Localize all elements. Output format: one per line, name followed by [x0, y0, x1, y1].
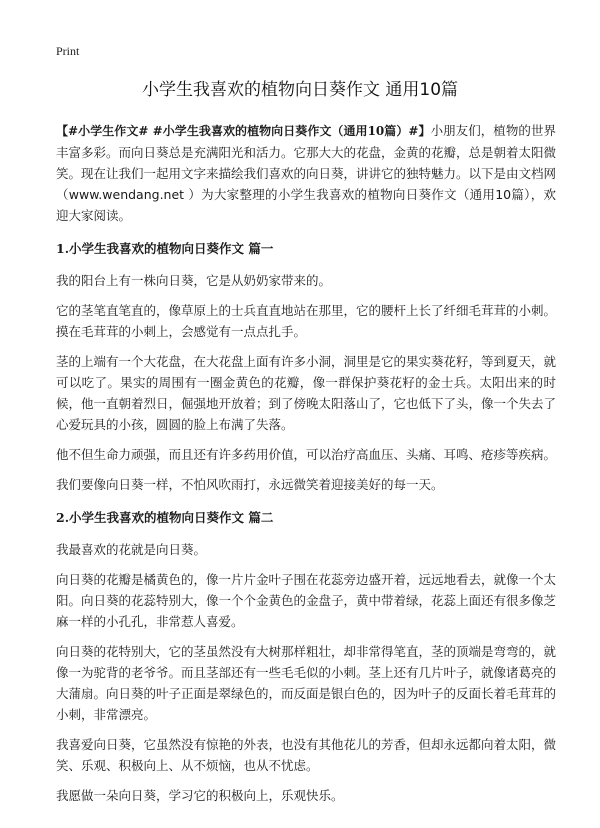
section-2-paragraph: 我最喜欢的花就是向日葵。	[56, 542, 207, 557]
page-title: 小学生我喜欢的植物向日葵作文 通用10篇	[141, 80, 459, 100]
section-1-paragraph: 它的茎笔直笔直的，像草原上的士兵直直地站在那里，它的腰杆上长了纤细毛茸茸的小刺。摸在毛茸茸的小刺上，会感觉有一点点扎手。	[56, 303, 557, 339]
section-1-paragraph: 茎的上端有一个大花盘，在大花盘上面有许多小洞，洞里是它的果实葵花籽，等到夏天，就可以吃了。果实的周围有一圈金黄色的花瓣，像一群保护葵花籽的金士兵。太阳出来的时候，他一直朝着烈日，倔强地开放着；到了傍晚太阳落山了，它也低下了头，像一个失去了心爱玩具的小孩，圆圆的脸上布满了失落。	[56, 354, 557, 432]
section-2-paragraph: 我愿做一朵向日葵，学习它的积极向上，乐观快乐。	[56, 788, 344, 803]
intro-text: 小朋友们，植物的世界丰富多彩。而向日葵总是充满阳光和活力。它那大大的花盘，金黄的花瓣，总是朝着太阳微笑。现在让我们一起用文字来描绘我们喜欢的向日葵，讲讲它的独特魅力。以下是由文档网（www.wendang.net ）为大家整理的小学生我喜欢的植物向日葵作文（通用10篇），欢迎大家阅读。	[56, 123, 557, 223]
intro-tags: 【#小学生作文# #小学生我喜欢的植物向日葵作文（通用10篇）#】	[56, 124, 431, 138]
section-1-paragraph: 他不但生命力顽强，而且还有许多药用价值，可以治疗高血压、头痛、耳鸣、疮疹等疾病。	[56, 447, 557, 462]
section-2-paragraph: 我喜爱向日葵，它虽然没有惊艳的外表，也没有其他花儿的芳香，但却永远都向着太阳，微笑、乐观、积极向上、从不烦恼，也从不忧虑。	[56, 737, 557, 773]
article-body	[56, 120, 556, 815]
section-2-paragraph: 向日葵的花瓣是橘黄色的，像一片片金叶子围在花蕊旁边盛开着，远远地看去，就像一个太阳。向日葵的花蕊特别大，像一个个金黄色的金盘子，黄中带着绿，花蕊上面还有很多像芝麻一样的小孔孔，非常惹人喜爱。	[56, 572, 557, 629]
section-heading-1: 1.小学生我喜欢的植物向日葵作文 篇一	[56, 241, 274, 256]
section-1-paragraph: 我们要像向日葵一样，不怕风吹雨打，永远微笑着迎接美好的每一天。	[56, 477, 444, 492]
print-link[interactable]: Print	[56, 44, 80, 58]
section-2-paragraph: 向日葵的花特别大，它的茎虽然没有大树那样粗壮，却非常得笔直，茎的顶端是弯弯的，就像一为驼背的老爷爷。而且茎部还有一些毛毛似的小刺。茎上还有几片叶子，就像诸葛亮的大蒲扇。向日葵的叶子正面是翠绿色的，而反面是银白色的，因为叶子的反面长着毛茸茸的小刺，非常漂亮。	[56, 644, 557, 722]
section-heading-2: 2.小学生我喜欢的植物向日葵作文 篇二	[56, 510, 274, 525]
intro-paragraph	[56, 120, 556, 226]
section-1-paragraph: 我的阳台上有一株向日葵，它是从奶奶家带来的。	[56, 273, 332, 288]
